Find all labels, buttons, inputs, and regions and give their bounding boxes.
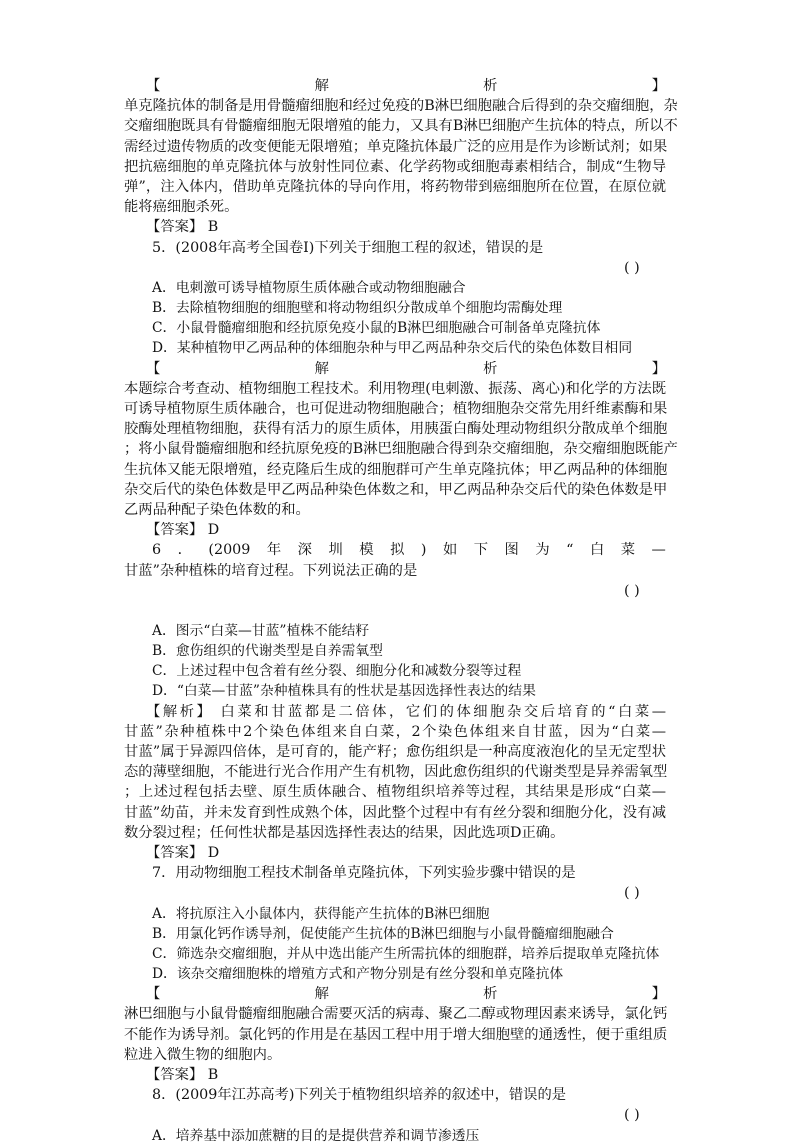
question-stem: 6 ． (2009 年 深 圳 模 拟 ) 如 下 图 为 “ 白 菜 — bbox=[152, 542, 666, 559]
analysis-line: 态的薄壁细胞，不能进行光合作用产生有机物，因此愈伤组织的代谢类型是异养需氧型 bbox=[124, 764, 668, 781]
option-d: D．“白菜—甘蓝”杂种植株具有的性状是基因选择性表达的结果 bbox=[152, 683, 536, 700]
analysis-header: 【 解 析 】 bbox=[146, 986, 666, 1003]
analysis-line: ；上述过程包括去壁、原生质体融合、植物组织培养等过程，其结果是形成“白菜— bbox=[124, 784, 666, 801]
analysis-line: 弹”，注入体内，借助单克隆抗体的导向作用，将药物带到癌细胞所在位置，在原位就 bbox=[124, 178, 666, 195]
option-b: B．用氯化钙作诱导剂，促使能产生抗体的B淋巴细胞与小鼠骨髓瘤细胞融合 bbox=[152, 925, 614, 942]
answer-paren: ( ) bbox=[624, 885, 640, 902]
option-d: D．某种植物甲乙两品种的体细胞杂种与甲乙两品种杂交后代的染色体数目相同 bbox=[152, 340, 633, 357]
answer-line: 【答案】 B bbox=[146, 1067, 219, 1083]
question-stem-continued: 甘蓝”杂种植株的培育过程。下列说法正确的是 bbox=[124, 562, 418, 579]
option-a: A．图示“白菜—甘蓝”植株不能结籽 bbox=[152, 622, 370, 639]
analysis-line: 甘蓝”幼苗，并未发育到性成熟个体，因此整个过程中有有丝分裂和细胞分化，没有减 bbox=[124, 804, 666, 821]
analysis-line: ；将小鼠骨髓瘤细胞和经抗原免疫的B淋巴细胞融合得到杂交瘤细胞，杂交瘤细胞既能产 bbox=[124, 441, 678, 458]
analysis-line: 胶酶处理植物细胞，获得有活力的原生质体，用胰蛋白酶处理动物组织分散成单个细胞 bbox=[124, 421, 668, 438]
answer-line: 【答案】 D bbox=[146, 522, 220, 539]
analysis-line: 淋巴细胞与小鼠骨髓瘤细胞融合需要灭活的病毒、聚乙二醇或物理因素来诱导，氯化钙 bbox=[124, 1006, 668, 1023]
analysis-line: 需经过遗传物质的改变便能无限增殖；单克隆抗体最广泛的应用是作为诊断试剂；如果 bbox=[124, 138, 668, 155]
answer-paren: ( ) bbox=[624, 259, 640, 276]
analysis-line: 交瘤细胞既具有骨髓瘤细胞无限增殖的能力，又具有B淋巴细胞产生抗体的特点，所以不 bbox=[124, 118, 678, 135]
option-c: C．上述过程中包含着有丝分裂、细胞分化和减数分裂等过程 bbox=[152, 663, 522, 680]
analysis-header: 【 解 析 】 bbox=[146, 360, 666, 377]
question-stem: 8．(2009年江苏高考)下列关于植物组织培养的叙述中，错误的是 bbox=[152, 1087, 567, 1104]
analysis-line: 乙两品种配子染色体数的和。 bbox=[124, 501, 310, 518]
option-c: C．小鼠骨髓瘤细胞和经抗原免疫小鼠的B淋巴细胞融合可制备单克隆抗体 bbox=[152, 320, 601, 337]
option-a: A．电刺激可诱导植物原生质体融合或动物细胞融合 bbox=[152, 279, 466, 296]
analysis-line: 把抗癌细胞的单克隆抗体与放射性同位素、化学药物或细胞毒素相结合，制成“生物导 bbox=[124, 158, 666, 175]
analysis-line: 数分裂过程；任何性状都是基因选择性表达的结果，因此选项D正确。 bbox=[124, 824, 565, 841]
answer-paren: ( ) bbox=[624, 582, 640, 599]
analysis-line: 粒进入微生物的细胞内。 bbox=[124, 1046, 282, 1063]
answer-line: 【答案】 D bbox=[146, 844, 220, 861]
analysis-line: 不能作为诱导剂。氯化钙的作用是在基因工程中用于增大细胞壁的通透性，便于重组质 bbox=[124, 1026, 668, 1043]
analysis-line: 能将癌细胞杀死。 bbox=[124, 199, 239, 216]
option-b: B．愈伤组织的代谢类型是自养需氧型 bbox=[152, 643, 383, 660]
question-stem: 5．(2008年高考全国卷Ⅰ)下列关于细胞工程的叙述，错误的是 bbox=[152, 239, 544, 256]
option-d: D．该杂交瘤细胞株的增殖方式和产物分别是有丝分裂和单克隆抗体 bbox=[152, 966, 564, 983]
option-a: A．将抗原注入小鼠体内，获得能产生抗体的B淋巴细胞 bbox=[152, 905, 490, 922]
answer-paren: ( ) bbox=[624, 1107, 640, 1124]
analysis-line: 甘蓝”杂种植株中2个染色体组来自白菜，2个染色体组来自甘蓝，因为“白菜— bbox=[124, 723, 666, 740]
analysis-line: 甘蓝”属于异源四倍体，是可育的，能产籽；愈伤组织是一种高度液泡化的呈无定型状 bbox=[124, 744, 666, 760]
analysis-line: 杂交后代的染色体数是甲乙两品种染色体数之和，甲乙两品种杂交后代的染色体数是甲 bbox=[124, 481, 668, 498]
analysis-line: 【解析】 白菜和甘蓝都是二倍体，它们的体细胞杂交后培育的“白菜— bbox=[146, 703, 666, 720]
analysis-line: 可诱导植物原生质体融合，也可促进动物细胞融合；植物细胞杂交常先用纤维素酶和果 bbox=[124, 401, 668, 417]
option-b: B．去除植物细胞的细胞壁和将动物组织分散成单个细胞均需酶处理 bbox=[152, 300, 563, 317]
answer-line: 【答案】 B bbox=[146, 219, 219, 236]
analysis-line: 单克隆抗体的制备是用骨髓瘤细胞和经过免疫的B淋巴细胞融合后得到的杂交瘤细胞，杂 bbox=[124, 98, 678, 115]
analysis-header: 【 解 析 】 bbox=[146, 78, 666, 94]
question-stem: 7．用动物细胞工程技术制备单克隆抗体，下列实验步骤中错误的是 bbox=[152, 865, 576, 882]
option-a: A．培养基中添加蔗糖的目的是提供营养和调节渗透压 bbox=[152, 1127, 480, 1144]
analysis-line: 生抗体又能无限增殖，经克隆后生成的细胞群可产生单克隆抗体；甲乙两品种的体细胞 bbox=[124, 461, 668, 478]
document-page bbox=[124, 76, 678, 1146]
analysis-line: 本题综合考查动、植物细胞工程技术。利用物理(电刺激、振荡、离心)和化学的方法既 bbox=[124, 380, 666, 397]
option-c: C．筛选杂交瘤细胞，并从中选出能产生所需抗体的细胞群，培养后提取单克隆抗体 bbox=[152, 945, 660, 962]
figure-placeholder bbox=[124, 601, 666, 621]
